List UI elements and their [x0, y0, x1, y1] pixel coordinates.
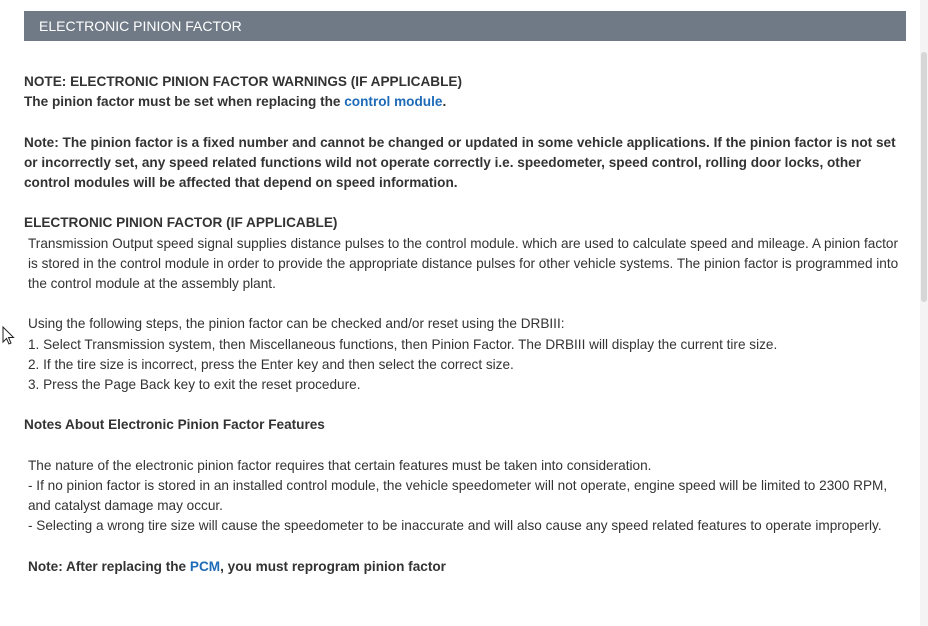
features-heading: Notes About Electronic Pinion Factor Features [24, 417, 325, 433]
step-item: 2. If the tire size is incorrect, press the Enter key and then select the correct size. [28, 356, 514, 372]
pcm-note [24, 557, 904, 577]
mouse-pointer-icon [2, 326, 16, 346]
warnings-heading: NOTE: ELECTRONIC PINION FACTOR WARNINGS (IF APPLICABLE) [24, 74, 463, 89]
control-module-link[interactable]: control module [344, 94, 443, 110]
step-item: 3. Press the Page Back key to exit the reset procedure. [28, 377, 361, 392]
vertical-scrollbar[interactable] [920, 0, 928, 626]
pcm-note-prefix: Note: After replacing the [28, 558, 190, 574]
feature-bullet: - Selecting a wrong tire size will cause the speedometer to be inaccurate and will also cause any speed related features to operate improperly. [28, 518, 882, 534]
step-item: 1. Select Transmission system, then Miscellaneous functions, then Pinion Factor. The DRBIII will display the current tire size. [28, 336, 778, 352]
features-intro: The nature of the electronic pinion factor requires that certain features must be taken into consideration. [28, 457, 652, 473]
warnings-line-prefix: The pinion factor must be set when replacing the [24, 94, 345, 110]
article-content [24, 72, 904, 577]
pinion-factor-heading: ELECTRONIC PINION FACTOR (IF APPLICABLE) [24, 215, 338, 231]
steps-intro: Using the following steps, the pinion factor can be checked and/or reset using the DRBIII: [28, 316, 565, 332]
warnings-line [24, 92, 904, 112]
pcm-note-suffix: , you must reprogram pinion factor [220, 558, 446, 574]
feature-bullet: - If no pinion factor is stored in an installed control module, the vehicle speedometer will not operate, engine speed will be limited to 2300 RPM, and catalyst damage may occur. [28, 477, 888, 514]
scrollbar-thumb[interactable] [921, 52, 927, 302]
pinion-factor-paragraph: Transmission Output speed signal supplies distance pulses to the control module. which are used to calculate speed and mileage. A pinion factor is stored in the control module in order to provide the appropriate distance pulses for other vehicle systems. The pinion factor is programmed into the control module at the assembly plant. [28, 235, 899, 291]
fixed-number-note: Note: The pinion factor is a fixed number and cannot be changed or updated in some vehicle applications. If the pinion factor is not set or incorrectly set, any speed related functions wild not operate correctly i.e. speedometer, speed control, rolling door locks, other control modules will be affected that depend on speed information. [24, 134, 896, 190]
page-title: ELECTRONIC PINION FACTOR [39, 18, 242, 34]
pcm-link[interactable]: PCM [189, 558, 221, 574]
page-title-bar [24, 11, 906, 41]
warnings-line-suffix: . [442, 94, 447, 110]
